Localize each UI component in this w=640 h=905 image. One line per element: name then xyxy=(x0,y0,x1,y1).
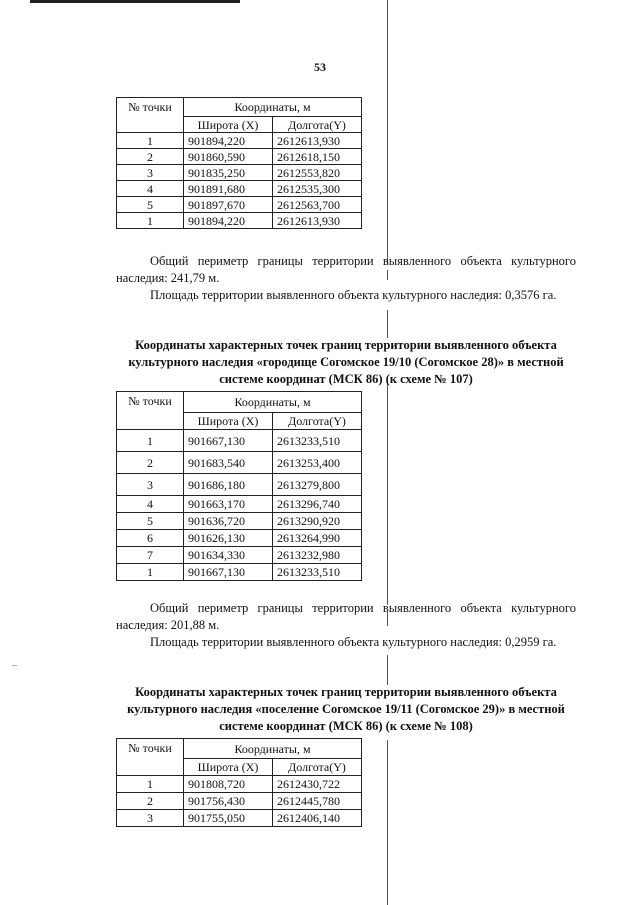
scan-fold-line xyxy=(387,655,388,685)
col-point-header: № точки xyxy=(117,739,184,776)
longitude-value: 2612613,930 xyxy=(273,133,362,149)
latitude-value: 901636,720 xyxy=(184,513,273,530)
latitude-value: 901835,250 xyxy=(184,165,273,181)
scan-fold-line xyxy=(387,740,388,905)
col-point-header: № точки xyxy=(117,392,184,430)
longitude-value: 2613279,800 xyxy=(273,474,362,496)
coordinates-table xyxy=(116,391,362,581)
table-row xyxy=(117,181,362,197)
latitude-value: 901667,130 xyxy=(184,430,273,452)
perimeter-paragraph: Общий периметр границы территории выявленного объекта культурного наследия: 241,79 м. xyxy=(116,254,576,285)
col-latitude-header: Широта (X) xyxy=(184,759,273,776)
point-number: 4 xyxy=(117,181,184,197)
point-number: 3 xyxy=(117,474,184,496)
table-row xyxy=(117,165,362,181)
point-number: 1 xyxy=(117,213,184,229)
table-row xyxy=(117,430,362,452)
latitude-value: 901808,720 xyxy=(184,776,273,793)
point-number: 2 xyxy=(117,793,184,810)
col-longitude-header: Долгота(Y) xyxy=(273,759,362,776)
latitude-value: 901626,130 xyxy=(184,530,273,547)
latitude-value: 901894,220 xyxy=(184,133,273,149)
table-row xyxy=(117,474,362,496)
col-longitude-header: Долгота(Y) xyxy=(273,117,362,133)
top-border-mark xyxy=(30,0,240,3)
point-number: 4 xyxy=(117,496,184,513)
margin-mark: – xyxy=(12,660,17,671)
col-longitude-header: Долгота(Y) xyxy=(273,413,362,430)
col-coordinates-header: Координаты, м xyxy=(184,392,362,413)
table-row xyxy=(117,149,362,165)
point-number: 5 xyxy=(117,197,184,213)
perimeter-paragraph: Общий периметр границы территории выявленного объекта культурного наследия: 201,88 м. xyxy=(116,601,576,632)
longitude-value: 2612618,150 xyxy=(273,149,362,165)
longitude-value: 2613233,510 xyxy=(273,430,362,452)
page-number: 53 xyxy=(314,60,326,74)
longitude-value: 2613233,510 xyxy=(273,564,362,581)
longitude-value: 2612563,700 xyxy=(273,197,362,213)
table-row xyxy=(117,776,362,793)
point-number: 1 xyxy=(117,133,184,149)
scan-fold-line xyxy=(387,380,388,605)
col-coordinates-header: Координаты, м xyxy=(184,739,362,759)
longitude-value: 2612613,930 xyxy=(273,213,362,229)
section-heading-108: Координаты характерных точек границ территории выявленного объекта культурного наследия «поселение Согомское 19/11 (Согомское 29)» в местной системе координат (МСК 86) (к схеме № 108) xyxy=(127,685,565,733)
latitude-value: 901897,670 xyxy=(184,197,273,213)
area-paragraph: Площадь территории выявленного объекта культурного наследия: 0,2959 га. xyxy=(150,635,557,649)
col-coordinates-header: Координаты, м xyxy=(184,98,362,117)
table-row xyxy=(117,564,362,581)
point-number: 1 xyxy=(117,564,184,581)
table-row xyxy=(117,530,362,547)
longitude-value: 2613296,740 xyxy=(273,496,362,513)
coordinates-table xyxy=(116,738,362,827)
latitude-value: 901894,220 xyxy=(184,213,273,229)
table-row xyxy=(117,197,362,213)
latitude-value: 901891,680 xyxy=(184,181,273,197)
point-number: 2 xyxy=(117,149,184,165)
longitude-value: 2613232,980 xyxy=(273,547,362,564)
col-latitude-header: Широта (X) xyxy=(184,117,273,133)
latitude-value: 901686,180 xyxy=(184,474,273,496)
longitude-value: 2612553,820 xyxy=(273,165,362,181)
point-number: 1 xyxy=(117,430,184,452)
latitude-value: 901683,540 xyxy=(184,452,273,474)
col-point-header: № точки xyxy=(117,98,184,133)
table-row xyxy=(117,452,362,474)
table-row xyxy=(117,133,362,149)
latitude-value: 901667,130 xyxy=(184,564,273,581)
point-number: 5 xyxy=(117,513,184,530)
longitude-value: 2612430,722 xyxy=(273,776,362,793)
table-row xyxy=(117,213,362,229)
table-row xyxy=(117,513,362,530)
scan-fold-line xyxy=(387,0,388,265)
point-number: 7 xyxy=(117,547,184,564)
latitude-value: 901634,330 xyxy=(184,547,273,564)
section-heading-107: Координаты характерных точек границ территории выявленного объекта культурного наследия «городище Согомское 19/10 (Согомское 28)» в местной системе координат (МСК 86) (к схеме № 107) xyxy=(128,338,564,386)
latitude-value: 901860,590 xyxy=(184,149,273,165)
point-number: 3 xyxy=(117,810,184,827)
point-number: 3 xyxy=(117,165,184,181)
table-row xyxy=(117,793,362,810)
table-row xyxy=(117,547,362,564)
col-latitude-header: Широта (X) xyxy=(184,413,273,430)
longitude-value: 2612406,140 xyxy=(273,810,362,827)
latitude-value: 901755,050 xyxy=(184,810,273,827)
table-row xyxy=(117,496,362,513)
latitude-value: 901756,430 xyxy=(184,793,273,810)
point-number: 6 xyxy=(117,530,184,547)
area-paragraph: Площадь территории выявленного объекта культурного наследия: 0,3576 га. xyxy=(150,288,557,302)
longitude-value: 2612535,300 xyxy=(273,181,362,197)
latitude-value: 901663,170 xyxy=(184,496,273,513)
coordinates-table xyxy=(116,97,362,229)
longitude-value: 2613264,990 xyxy=(273,530,362,547)
longitude-value: 2613290,920 xyxy=(273,513,362,530)
longitude-value: 2613253,400 xyxy=(273,452,362,474)
scan-fold-line xyxy=(387,310,388,338)
point-number: 2 xyxy=(117,452,184,474)
table-row xyxy=(117,810,362,827)
point-number: 1 xyxy=(117,776,184,793)
longitude-value: 2612445,780 xyxy=(273,793,362,810)
